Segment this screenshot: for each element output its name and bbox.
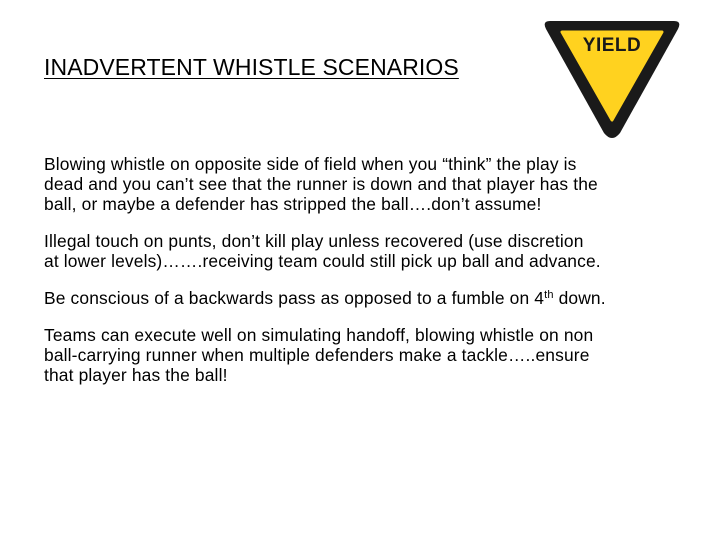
yield-sign-text: YIELD xyxy=(582,35,642,56)
paragraph-backwards-pass-text: Be conscious of a backwards pass as opposed to a fumble on 4 xyxy=(44,288,545,308)
ordinal-superscript: th xyxy=(544,289,554,301)
paragraph-backwards-pass xyxy=(44,288,694,308)
paragraph-illegal-touch-punts: Illegal touch on punts, don’t kill play unless recovered (use discretion at lower levels)…….receiving team could still pick up ball and advance. xyxy=(44,231,601,271)
slide-title: INADVERTENT WHISTLE SCENARIOS xyxy=(44,54,459,80)
paragraph-simulated-handoff: Teams can execute well on simulating handoff, blowing whistle on non ball-carrying runner when multiple defenders make a tackle…..ensure that player has the ball! xyxy=(44,325,594,385)
body-text xyxy=(44,154,694,402)
yield-sign-icon xyxy=(540,16,684,142)
paragraph-backwards-pass-end: down. xyxy=(553,288,606,308)
paragraph-whistle-opposite-side: Blowing whistle on opposite side of field when you “think” the play is dead and you can’t see that the runner is down and that player has the ball, or maybe a defender has stripped the ball….don’t assume! xyxy=(44,154,598,214)
